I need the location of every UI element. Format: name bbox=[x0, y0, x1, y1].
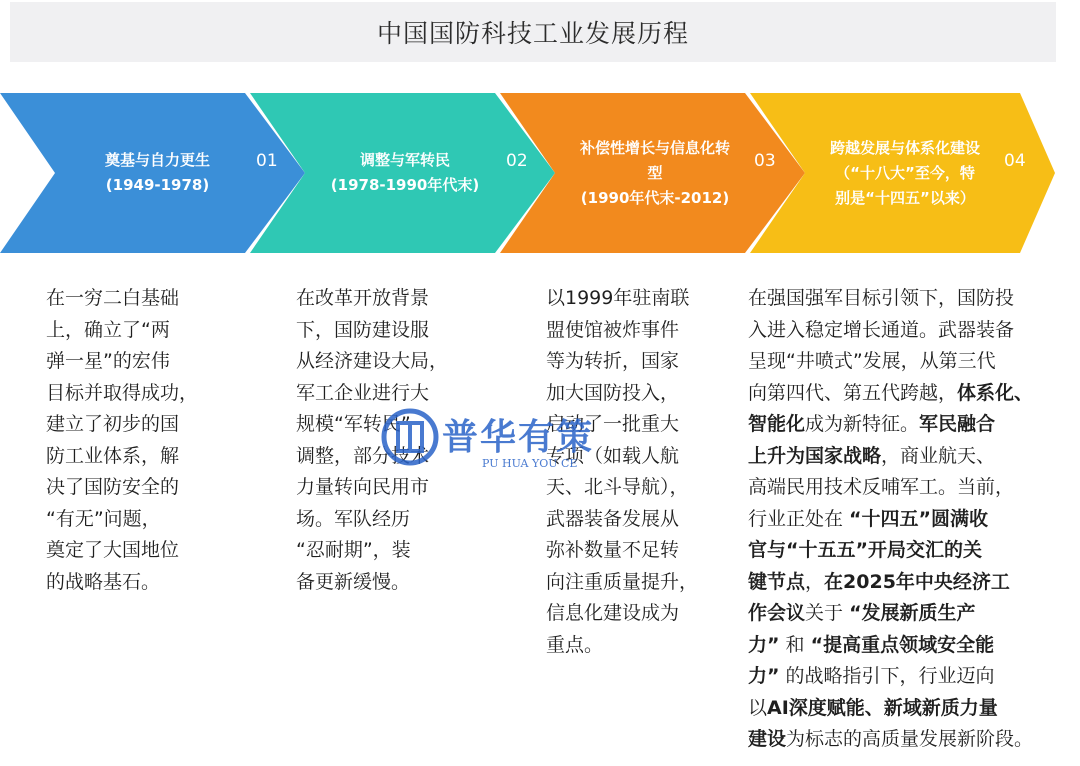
desc-segment: 呈现“井喷式”发展，从第三代 bbox=[748, 350, 996, 372]
desc-segment: 力” bbox=[748, 665, 780, 687]
desc-segment: 在强国强军目标引领下，国防投 bbox=[748, 287, 1015, 309]
desc-line bbox=[748, 346, 1068, 378]
desc-segment: 关于 bbox=[805, 602, 850, 624]
stage-desc-4 bbox=[748, 283, 1068, 756]
watermark bbox=[380, 405, 600, 485]
desc-segment: 作会议 bbox=[748, 602, 806, 624]
stage-name-2: 调整与军转民 bbox=[359, 151, 450, 169]
desc-segment: 体系化、 bbox=[957, 381, 1034, 404]
stage-desc-3: 以1999年驻南联 盟使馆被炸事件 等为转折，国家 加大国防投入， 启动了一批重大 专项（如载人航 天、北斗导航）， 武器装备发展从 弥补数量不足转 向注重质量提升， 信息化建设成为 重点。 bbox=[546, 287, 699, 656]
desc-segment: 和 bbox=[779, 633, 811, 656]
desc-segment: 为标志的高质量发展新阶段。 bbox=[786, 728, 1034, 750]
stage-name-3b: 型 bbox=[647, 163, 663, 182]
desc-segment: 军民融合 bbox=[919, 413, 996, 435]
desc-segment: 官与“十五五”开局交汇的关 bbox=[748, 539, 982, 561]
stage-num-2: 02 bbox=[506, 151, 528, 171]
desc-line bbox=[748, 535, 1068, 567]
desc-line bbox=[748, 378, 1068, 410]
desc-segment: 上升为国家战略 bbox=[748, 444, 882, 467]
stage-name-4b: （“十八大”至今，特 bbox=[835, 163, 975, 182]
desc-segment: ， bbox=[805, 570, 825, 593]
desc-line bbox=[748, 315, 1068, 347]
stage-period-3: (1990年代末-2012) bbox=[580, 188, 730, 207]
desc-segment: 在2025年中央经济工 bbox=[824, 570, 1010, 593]
stage-name-4c: 别是“十四五”以来） bbox=[835, 188, 975, 207]
stage-label-4 bbox=[805, 93, 1005, 253]
stage-name-1: 奠基与自力更生 bbox=[104, 151, 210, 169]
watermark-logo-icon bbox=[380, 407, 440, 467]
stage-label-3 bbox=[555, 93, 755, 253]
stage-label-2 bbox=[310, 93, 500, 253]
desc-line bbox=[748, 472, 1068, 504]
desc-line bbox=[748, 409, 1068, 441]
desc-line bbox=[748, 724, 1068, 756]
stage-name-3a: 补偿性增长与信息化转 bbox=[579, 138, 730, 157]
desc-segment: “发展新质生产 bbox=[849, 602, 976, 624]
desc-line bbox=[748, 661, 1068, 693]
stage-label-1 bbox=[60, 93, 255, 253]
desc-segment: 的战略指引下，行业迈向 bbox=[779, 665, 995, 687]
desc-segment: “提高重点领域安全能 bbox=[810, 633, 995, 656]
desc-line bbox=[748, 283, 1068, 315]
desc-line bbox=[748, 598, 1068, 630]
stage-arrow-4 bbox=[750, 93, 1060, 253]
desc-segment: 向第四代、第五代跨越， bbox=[748, 381, 958, 404]
desc-line bbox=[748, 630, 1068, 662]
timeline-arrows bbox=[0, 93, 1080, 253]
stage-period-1: (1949-1978) bbox=[105, 176, 210, 194]
desc-segment: “十四五”圆满收 bbox=[849, 507, 989, 530]
desc-segment: 高端民用技术反哺军工。当前， bbox=[748, 476, 1015, 498]
desc-line bbox=[748, 693, 1068, 725]
desc-line bbox=[748, 567, 1068, 599]
desc-line bbox=[748, 504, 1068, 536]
page-title: 中国国防科技工业发展历程 bbox=[376, 19, 689, 48]
desc-line bbox=[748, 441, 1068, 473]
stage-num-4: 04 bbox=[1004, 151, 1026, 171]
title-bar bbox=[10, 2, 1056, 62]
desc-segment: 力” bbox=[748, 633, 780, 656]
desc-segment: 以 bbox=[748, 696, 768, 719]
stage-name-4a: 跨越发展与体系化建设 bbox=[829, 138, 980, 157]
stage-desc-1: 在一穷二白基础 上，确立了“两 弹一星”的宏伟 目标并取得成功， 建立了初步的国 防工业体系，解 决了国防安全的 “有无”问题， 奠定了大国地位 的战略基石。 bbox=[46, 287, 199, 593]
stage-period-2: (1978-1990年代末) bbox=[330, 176, 480, 194]
desc-segment: 入进入稳定增长通道。武器装备 bbox=[748, 318, 1015, 341]
desc-segment: 建设 bbox=[748, 728, 787, 750]
stage-num-3: 03 bbox=[754, 151, 776, 171]
watermark-text: 普华有策 bbox=[442, 417, 595, 458]
desc-segment: 行业正处在 bbox=[748, 507, 850, 530]
stage-num-1: 01 bbox=[256, 151, 278, 171]
desc-segment: 成为新特征。 bbox=[805, 413, 920, 435]
desc-segment: ，商业航天、 bbox=[881, 444, 996, 467]
desc-segment: AI深度赋能、新域新质力量 bbox=[767, 696, 998, 719]
watermark-subtext: PU HUA YOU CE bbox=[482, 457, 578, 470]
desc-segment: 键节点 bbox=[748, 570, 806, 593]
stage-desc-2: 在改革开放背景 下，国防建设服 从经济建设大局， 军工企业进行大 规模“军转民” 调整，部分技术 力量转向民用市 场。军队经历 “忍耐期”，装 备更新缓慢。 bbox=[296, 287, 449, 593]
desc-segment: 智能化 bbox=[748, 413, 806, 435]
